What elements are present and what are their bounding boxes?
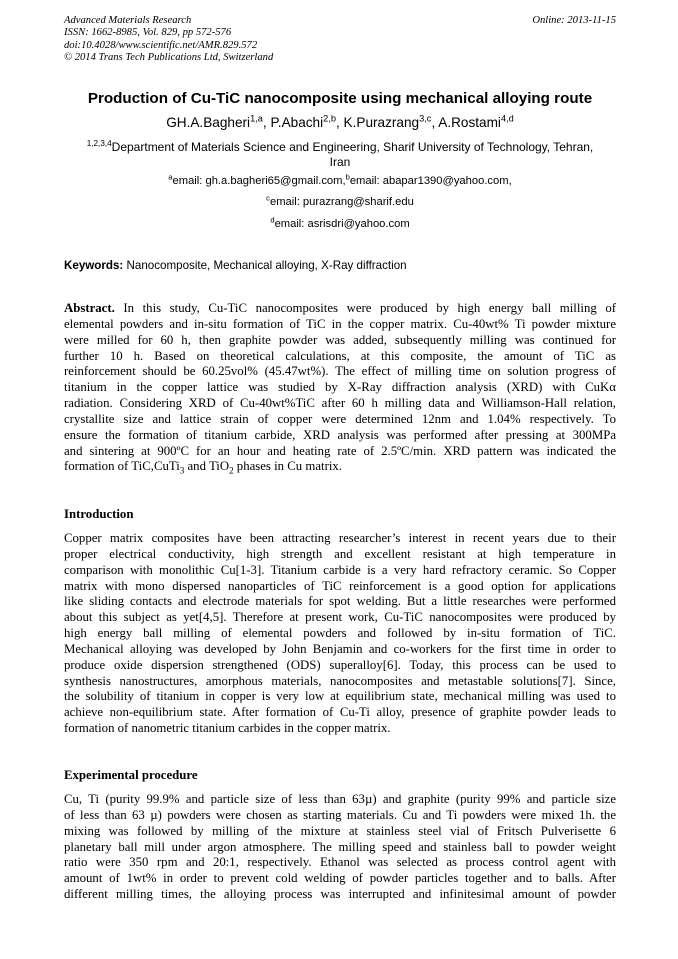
- text-line: different milling times, the alloying process was interrupted and infinitesimal amount of powder: [64, 887, 616, 902]
- text-line: high energy ball milling of elemental powders and followed by in-situ formation of TiC.: [64, 626, 616, 641]
- text-line: elemental powders and in-situ formation of TiC in the copper matrix. Cu-40wt% Ti powder mixture: [64, 316, 616, 331]
- subscript: 2: [229, 465, 234, 476]
- abstract-label: Abstract.: [64, 301, 115, 315]
- email-line: [40, 195, 640, 209]
- author-superscript: 1,a: [250, 113, 263, 124]
- author-name: A.Rostami: [438, 115, 501, 130]
- text-line: formation of nanometric titanium carbides in the copper matrix.: [64, 721, 391, 736]
- text-line: Mechanical alloying was developed by John Benjamin and co-workers for the first time in order to: [64, 641, 616, 656]
- text-line: reinforcement should be 60.25vol% (45.47wt%). The effect of milling time on solution progress of: [64, 364, 616, 379]
- keywords-text: Nanocomposite, Mechanical alloying, X-Ray diffraction: [123, 259, 407, 272]
- keywords: [64, 259, 616, 273]
- text-line: and sintering at 900ºC for an hour and heating rate of 2.5ºC/min. XRD pattern was indicated the: [64, 443, 616, 458]
- text-fragment: phases in Cu matrix.: [233, 459, 342, 474]
- email-a: email: gh.a.bagheri65@gmail.com,: [172, 175, 346, 187]
- text-line: the solubility of titanium in copper is very low at equilibrium state, mechanical milling was used to: [64, 689, 616, 704]
- section-heading-experimental: Experimental procedure: [64, 768, 198, 782]
- issn-line: ISSN: 1662-8985, Vol. 829, pp 572-576: [64, 27, 232, 39]
- email-c: email: purazrang@sharif.edu: [269, 196, 414, 208]
- email-line: [40, 174, 640, 188]
- email-line: [40, 217, 640, 231]
- text-fragment: formation of TiC,CuTi: [64, 459, 180, 474]
- text-line: about this subject as yet[4,5]. Therefore at present work, Cu-TiC nanocomposites were produced by: [64, 610, 616, 625]
- text-line: titanium in the copper lattice was studied by X-Ray diffraction analysis (XRD) with CuKα: [64, 380, 616, 395]
- text-line: produce oxide dispersion strengthened (ODS) superalloy[6]. Today, this process can be used to: [64, 657, 616, 672]
- text-line: further 10 h. Based on theoretical calculations, at this composite, the amount of TiC as: [64, 348, 616, 363]
- section-heading-introduction: Introduction: [64, 507, 134, 521]
- experimental-body: [64, 792, 616, 903]
- text-line: Copper matrix composites have been attracting researcher’s interest in recent years due to their: [64, 531, 616, 545]
- author-superscript: 4,d: [500, 113, 514, 124]
- text-line: ratio were 350 rpm and 20:1, respectively. Ethanol was selected as process control agent with: [64, 855, 616, 870]
- text-line: amount of 1wt% in order to prevent cold welding of powder particles together and to balls. After: [64, 871, 616, 886]
- copyright-line: © 2014 Trans Tech Publications Ltd, Switzerland: [64, 52, 274, 64]
- text-line: [64, 459, 616, 475]
- author-superscript: 2,b: [323, 113, 336, 124]
- text-line: of less than 63 µ) powders were chosen as starting materials. Cu and Ti powders were mixed 1h. the: [64, 807, 616, 822]
- email-superscript: a: [168, 172, 173, 182]
- text-line: crystallite size and lattice strain of copper were determined 12nm and 1.04% respectively. To: [64, 411, 616, 426]
- text-line: ensure the formation of titanium carbide, XRD analysis was performed after pressing at 300MPa: [64, 427, 616, 442]
- abstract: [64, 301, 616, 475]
- author-list: GH.A.Bagheri$^{1,a}$, P.Abachi$^{2,b}$, K.Purazrang$^{3,c}$, A.Rostami$^{4,d}$: [166, 113, 514, 130]
- text-line: achieve non-equilibrium state. After formation of Cu-Ti alloy, presence of graphite powder leads to: [64, 705, 616, 720]
- text-line: like sliding contacts and electrode materials for spot welding. But a little researches were performed: [64, 594, 616, 609]
- email-superscript: d: [270, 215, 275, 225]
- affiliation: [68, 140, 612, 170]
- email-superscript: b: [345, 172, 350, 182]
- online-date: Online: 2013-11-15: [532, 15, 616, 26]
- text-line: synthesis nanostructures, amorphous materials, nanocomposites and metastable solutions[7]. Since,: [64, 673, 616, 688]
- text-line: were milled for 60 h, then graphite powder was added, subsequently milling was continued for: [64, 332, 616, 347]
- text-line: matrix with mono dispersed nanoparticles of TiC reinforcement is a good option for applications: [64, 578, 616, 593]
- keywords-label: Keywords:: [64, 259, 124, 272]
- text-line: radiation. Considering XRD of Cu-40wt%TiC after 60 h milling data and Williamson-Hall relation,: [64, 396, 616, 411]
- journal-name: Advanced Materials Research: [64, 15, 192, 26]
- text-line: [64, 301, 616, 317]
- doi-line: doi:10.4028/www.scientific.net/AMR.829.572: [64, 39, 258, 51]
- subscript: 3: [179, 465, 185, 476]
- paper-title: Production of Cu-TiC nanocomposite using mechanical alloying route: [87, 90, 593, 107]
- text-line: mixing was followed by milling of the mixture at stainless steel vial of Fritsch Pulverisette 6: [64, 823, 616, 838]
- text-line: proper electrical conductivity, high strength and excellent resistant at high temperature in: [64, 546, 616, 561]
- text-line: comparison with monolithic Cu[1-3]. Titanium carbide is a very hard refractory ceramic. So Copper: [64, 562, 616, 577]
- author-name: K.Purazrang: [343, 115, 420, 130]
- text-line: Cu, Ti (purity 99.9% and particle size of less than 63µ) and graphite (purity 99% and particle size: [64, 792, 616, 806]
- author-name: GH.A.Bagheri: [166, 115, 251, 130]
- author-name: P.Abachi: [270, 115, 324, 130]
- text-fragment: In this study, Cu-TiC nanocomposites were produced by high energy ball milling of: [114, 301, 616, 315]
- journal-header: [64, 15, 616, 65]
- text-line: planetary ball mill under argon atmosphere. The milling speed and stainless ball to powder weight: [64, 839, 616, 854]
- author-superscript: 3,c: [419, 113, 432, 124]
- affiliation-line: Iran: [329, 155, 351, 170]
- email-d: email: asrisdri@yahoo.com: [274, 218, 410, 230]
- affiliation-line: Department of Materials Science and Engineering, Sharif University of Technology, Tehran,: [111, 140, 594, 154]
- email-b: email: abapar1390@yahoo.com,: [349, 175, 512, 187]
- email-superscript: c: [266, 193, 270, 203]
- affiliation-superscript: 1,2,3,4: [86, 139, 112, 148]
- introduction-body: [64, 531, 616, 737]
- text-fragment: and TiO: [184, 459, 230, 474]
